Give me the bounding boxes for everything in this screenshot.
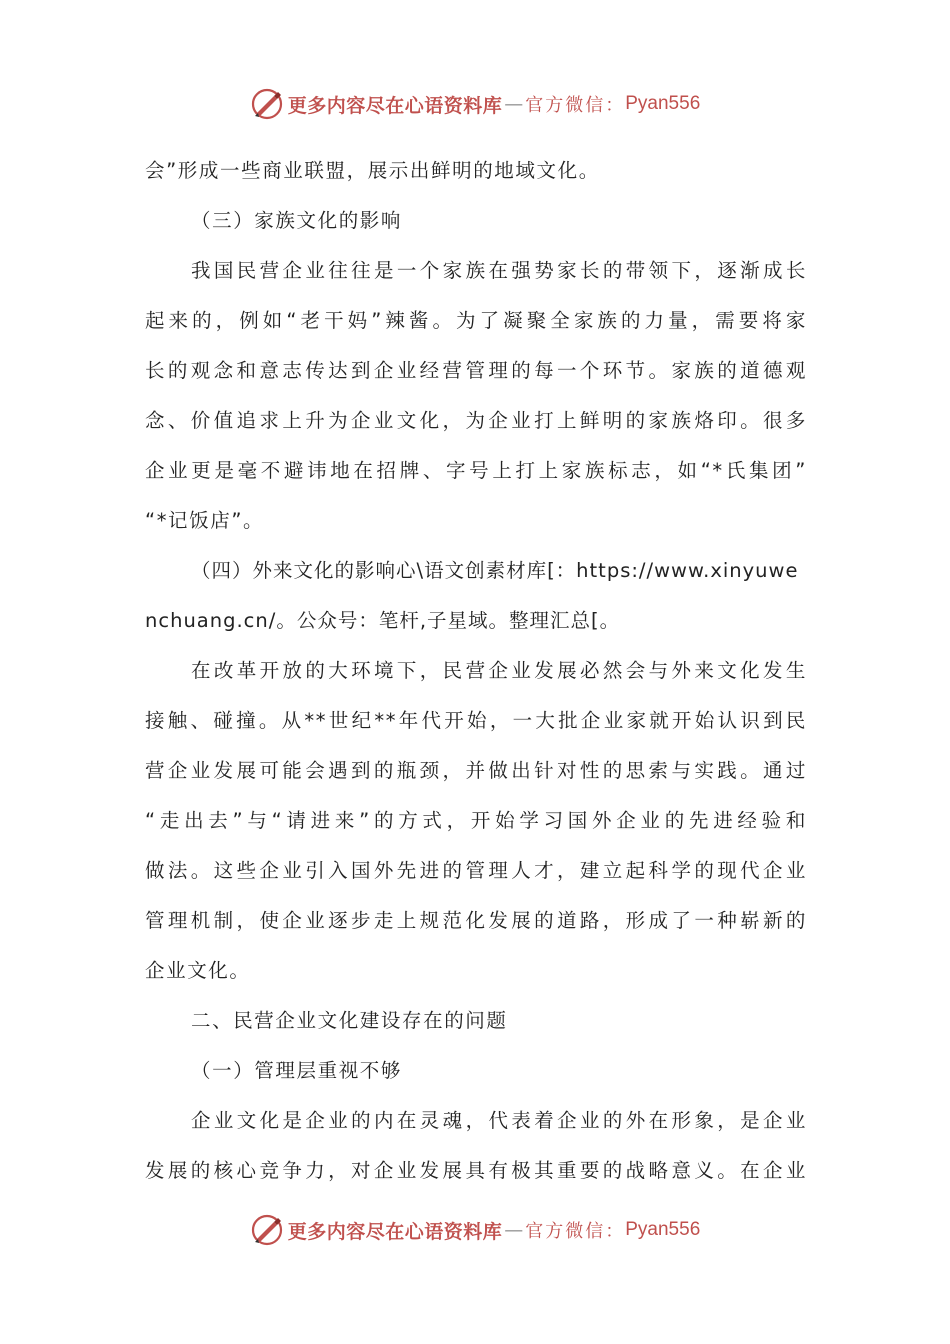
header-wechat-id: Pyan556 [625,93,701,114]
body-line: 念、价值追求上升为企业文化，为企业打上鲜明的家族烙印。很多 [145,409,807,432]
section-heading: 二、民营企业文化建设存在的问题 [191,1009,508,1032]
body-line: 营企业发展可能会遇到的瓶颈，并做出针对性的思索与实践。通过 [145,759,807,782]
body-line: 企业更是毫不避讳地在招牌、字号上打上家族标志，如“*氏集团” [145,459,807,482]
body-line: 长的观念和意志传达到企业经营管理的每一个环节。家族的道德观 [145,359,807,382]
section-heading: （一）管理层重视不够 [191,1059,403,1082]
header-text: 更多内容尽在心语资料库 [287,94,503,117]
body-line: 企业文化是企业的内在灵魂，代表着企业的外在形象，是企业 [191,1109,807,1132]
footer-dash: — [504,1219,524,1241]
pen-logo-icon [250,87,284,121]
document-body [145,146,807,1196]
section-heading: （三）家族文化的影响 [191,209,403,232]
header-dash: — [504,93,524,115]
body-line: 我国民营企业往往是一个家族在强势家长的带领下，逐渐成长 [191,259,807,282]
footer-text: 更多内容尽在心语资料库 [287,1220,503,1243]
body-line: 接触、碰撞。从**世纪**年代开始，一大批企业家就开始认识到民 [145,709,807,732]
pen-logo-icon [250,1213,284,1247]
header-banner [0,84,950,124]
body-line: 发展的核心竞争力，对企业发展具有极其重要的战略意义。在企业 [145,1159,807,1182]
header-wechat-label: 官方微信： [525,95,626,116]
body-line: nchuang.cn/。公众号：笔杆,子星域。整理汇总[。 [145,609,621,632]
footer-wechat-label: 官方微信： [525,1221,626,1242]
footer-wechat-id: Pyan556 [625,1219,701,1240]
body-line: 会”形成一些商业联盟，展示出鲜明的地域文化。 [145,159,600,182]
body-line: “*记饭店”。 [145,509,265,532]
body-line: 管理机制，使企业逐步走上规范化发展的道路，形成了一种崭新的 [145,909,807,932]
body-line: 做法。这些企业引入国外先进的管理人才，建立起科学的现代企业 [145,859,807,882]
body-line: 企业文化。 [145,959,251,982]
section-heading: （四）外来文化的影响心\语文创素材库[：https://www.xinyuwe [191,559,799,582]
body-line: 起来的，例如“老干妈”辣酱。为了凝聚全家族的力量，需要将家 [145,309,807,332]
body-line: 在改革开放的大环境下，民营企业发展必然会与外来文化发生 [191,659,807,682]
body-line: “走出去”与“请进来”的方式，开始学习国外企业的先进经验和 [145,809,807,832]
footer-banner [0,1210,950,1250]
